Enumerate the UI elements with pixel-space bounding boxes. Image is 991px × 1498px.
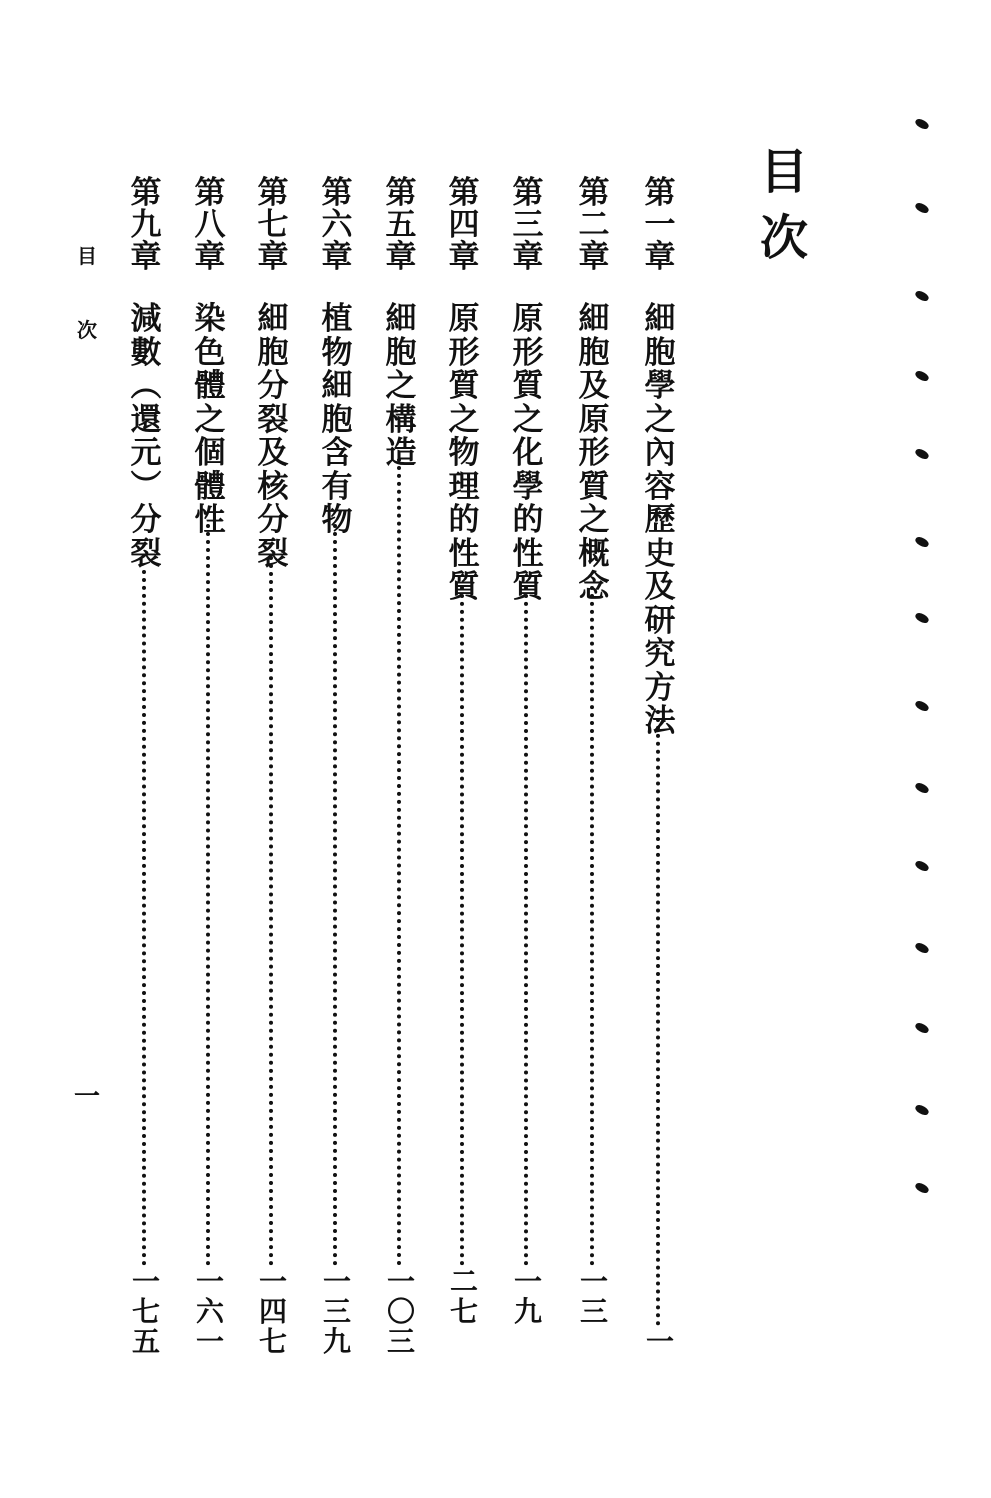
binding-mark [914,611,930,625]
page-number-char: 一 [579,1265,608,1298]
binding-mark [914,941,930,955]
binding-mark [914,1181,930,1195]
title-char: 質 [448,569,480,605]
page-number-char: 七 [258,1325,287,1358]
title-char: 還 [130,401,162,438]
title-char: 化 [512,435,544,471]
title-char: 胞 [385,334,417,371]
title-char: 的 [448,502,480,538]
page-number-char: 一 [513,1265,542,1298]
chapter-char: 五 [385,207,417,243]
chapter-label [250,175,296,275]
title-char: 胞 [257,334,289,371]
chapter-char: 第 [448,175,480,211]
title-char: 的 [512,502,544,538]
title-char: 及 [578,368,610,404]
page-number-char: 一 [386,1265,415,1298]
page-number [571,1265,617,1328]
page-number-char: 五 [131,1325,160,1358]
chapter-title [250,301,296,572]
title-char: 細 [321,368,353,404]
title-char: 及 [644,569,676,605]
chapter-title [441,301,487,606]
chapter-char: 第 [512,175,544,211]
title-char: 方 [644,669,676,706]
chapter-char: 章 [512,239,544,275]
toc-entry-chapter-7 [250,175,296,1358]
dot-leader [333,524,343,1266]
chapter-title [571,301,617,606]
title-char: 學 [512,468,544,505]
title-char: 細 [257,301,289,337]
page-number-char: 三 [322,1295,351,1328]
binding-marks [905,110,945,1310]
chapter-label [571,175,617,275]
title-char: 分 [257,368,289,404]
title-char: 物 [321,502,353,538]
title-char: 之 [512,401,544,438]
dot-leader [460,586,470,1266]
title-char: 質 [448,368,480,404]
chapter-char: 七 [257,207,289,243]
chapter-char: 四 [448,207,480,243]
title-char: 有 [321,468,353,505]
title-char: 之 [578,502,610,538]
chapter-char: 第 [321,175,353,211]
chapter-label [505,175,551,275]
dot-leader [397,458,407,1266]
page-number-char: 一 [195,1265,224,1298]
page-number [123,1265,169,1358]
chapter-char: 第 [385,175,417,211]
title-char: 減 [130,301,162,337]
dot-leader [269,556,279,1266]
binding-mark [914,447,930,461]
chapter-title [378,301,424,472]
title-char: 理 [448,468,480,505]
chapter-char: 章 [578,239,610,275]
dot-leader [590,586,600,1266]
toc-entry-chapter-2 [571,175,617,1350]
title-char: 數 [130,334,162,371]
page-number-char: 一 [258,1265,287,1298]
title-char: 細 [644,301,676,337]
folio-number: 一 [73,1082,100,1112]
chapter-title [505,301,551,606]
page-number-char: 三 [579,1295,608,1328]
title-char: 胞 [578,334,610,371]
title-char: 細 [578,301,610,337]
title-char: 法 [644,703,676,739]
toc-entry-chapter-5 [378,175,424,1358]
page-number [378,1265,424,1358]
title-char: 色 [194,334,226,371]
dot-leader [142,570,152,1266]
title-char: 念 [578,569,610,605]
chapter-char: 六 [321,207,353,243]
chapter-title [123,301,169,572]
title-char: 造 [385,435,417,471]
title-char: 形 [512,334,544,371]
dot-leader [656,710,666,1326]
title-char: 原 [448,301,480,337]
chapter-char: 九 [130,207,162,243]
chapter-title [314,301,360,539]
title-char: 體 [194,368,226,404]
dot-leader [206,524,216,1266]
chapter-char: 第 [644,175,676,211]
running-head-char: 目 [77,244,97,268]
title-char: 概 [578,535,610,572]
title-char: 胞 [321,401,353,438]
title-char: 性 [448,535,480,572]
title-char: 性 [512,535,544,572]
binding-mark [914,1103,930,1117]
toc-entry-chapter-6 [314,175,360,1358]
title-char: 史 [644,535,676,572]
title-char: 質 [578,468,610,505]
title-char: 之 [385,368,417,404]
page-number [187,1265,233,1358]
title-char: 裂 [257,401,289,438]
title-char: 元 [130,435,162,471]
title-char: 核 [257,468,289,505]
page-number-char: 二 [449,1265,478,1298]
toc-entry-chapter-3 [505,175,551,1350]
page-number-char: 三 [386,1325,415,1358]
chapter-label [637,175,683,275]
title-char: 性 [194,502,226,538]
running-head-char: 次 [77,318,97,342]
page-number-char: 一 [131,1265,160,1298]
title-char: 內 [644,435,676,471]
title-char: 學 [644,368,676,404]
chapter-char: 三 [512,207,544,243]
binding-mark [914,781,930,795]
toc-title-char: 次 [759,210,808,266]
page-number-char: 七 [449,1295,478,1328]
chapter-char: 二 [578,207,610,243]
title-char: 原 [512,301,544,337]
binding-mark [914,289,930,303]
folio [70,1084,104,1110]
chapter-char: 章 [130,239,162,275]
page-number-char: 九 [513,1295,542,1328]
page-number-char: 七 [131,1295,160,1328]
title-char: 形 [578,435,610,471]
title-char: 質 [512,569,544,605]
title-char: 裂 [130,535,162,572]
chapter-label [314,175,360,275]
page-number-char: 一 [195,1325,224,1358]
chapter-title [187,301,233,539]
chapter-char: 第 [578,175,610,211]
title-char: 研 [644,602,676,639]
chapter-label [441,175,487,275]
page-number-char: 九 [322,1325,351,1358]
title-char: 體 [194,468,226,505]
chapter-label [378,175,424,275]
binding-mark [914,535,930,549]
dot-leader [524,586,534,1266]
binding-mark [914,369,930,383]
title-char: 分 [130,502,162,538]
binding-mark [914,117,930,131]
title-char: 之 [448,401,480,438]
title-char: 物 [448,435,480,471]
chapter-char: 第 [130,175,162,211]
chapter-char: 第 [257,175,289,211]
chapter-char: 章 [257,239,289,275]
title-char: 形 [448,334,480,371]
chapter-char: 一 [644,207,676,243]
title-char: 個 [194,435,226,471]
chapter-char: 八 [194,207,226,243]
title-char: 之 [194,401,226,438]
page-number-char: 一 [322,1265,351,1298]
title-char: 容 [644,468,676,505]
toc-entry-chapter-9 [123,175,169,1358]
page-number [250,1265,296,1358]
page-number-char: 六 [195,1295,224,1328]
title-char: 質 [512,368,544,404]
binding-mark [914,201,930,215]
page-number [441,1265,487,1328]
page-number-char: 一 [645,1325,674,1358]
page-number [314,1265,360,1358]
title-char: 胞 [644,334,676,371]
binding-mark [914,699,930,713]
page-number [637,1325,683,1358]
chapter-label [123,175,169,275]
chapter-char: 章 [385,239,417,275]
title-char: 裂 [257,535,289,572]
chapter-char: 第 [194,175,226,211]
title-char: 物 [321,334,353,371]
title-char: 含 [321,435,353,471]
page-number-char: 〇 [386,1295,415,1328]
title-char: 原 [578,401,610,438]
title-char: ︶ [130,468,162,505]
binding-mark [914,1021,930,1035]
toc-title [752,144,816,280]
chapter-title [637,301,683,740]
title-char: 及 [257,435,289,471]
page-number-char: 四 [258,1295,287,1328]
chapter-char: 章 [644,239,676,275]
title-char: ︵ [130,368,162,404]
title-char: 細 [385,301,417,337]
toc-entry-chapter-8 [187,175,233,1358]
title-char: 植 [321,301,353,337]
title-char: 歷 [644,502,676,538]
page-number [505,1265,551,1328]
toc-title-char: 目 [759,144,808,200]
title-char: 究 [644,636,676,672]
binding-mark [914,859,930,873]
running-head [70,246,104,394]
chapter-label [187,175,233,275]
title-char: 之 [644,401,676,438]
chapter-char: 章 [194,239,226,275]
toc-entry-chapter-4 [441,175,487,1350]
title-char: 染 [194,301,226,337]
title-char: 分 [257,502,289,538]
chapter-char: 章 [321,239,353,275]
toc-entry-chapter-1 [637,175,683,1358]
chapter-char: 章 [448,239,480,275]
title-char: 構 [385,401,417,438]
